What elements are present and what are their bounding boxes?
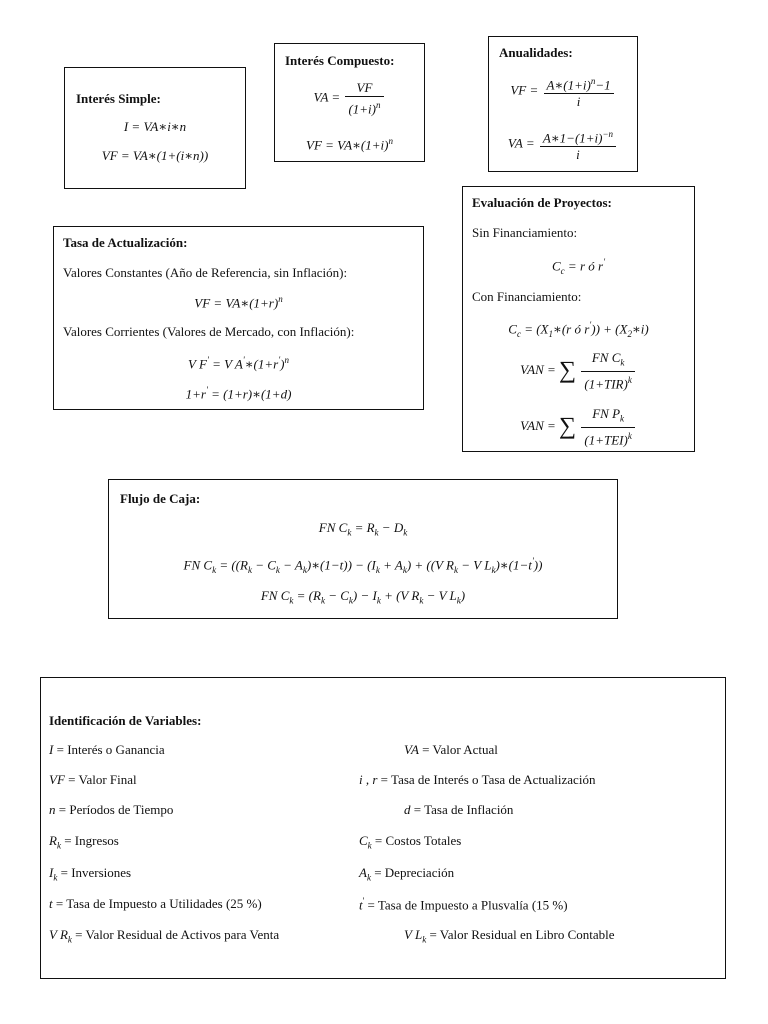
var-sub: k: [367, 840, 372, 851]
van1-fraction: [581, 350, 634, 392]
interes-simple-formula-2: VF = VA∗(1+(i∗n)): [101, 148, 209, 163]
ta-f2-b: = V A: [208, 356, 243, 372]
van1-den-text: (1+TIR): [584, 375, 628, 391]
fc-f1-k2: k: [374, 527, 379, 538]
interes-simple-formula-1: I = VA∗i∗n: [123, 119, 187, 134]
var-row-3-left: [49, 802, 173, 818]
var-sub: k: [56, 840, 61, 851]
var-row-6-left: [49, 896, 262, 912]
ev-f1-a: C: [552, 258, 561, 274]
evaluacion-formula-cc-1: [463, 257, 694, 276]
var-desc: Tasa de Impuesto a Plusvalía (15 %): [377, 897, 568, 913]
var-eq: =: [64, 772, 79, 787]
an-f1-lhs: VF =: [510, 82, 539, 98]
var-eq: =: [57, 865, 72, 880]
var-sub: k: [366, 872, 371, 883]
flujo-caja-title: Flujo de Caja:: [120, 491, 201, 506]
var-desc: Tasa de Impuesto a Utilidades (25 %): [66, 896, 262, 911]
var-desc: Tasa de Interés o Tasa de Actualización: [391, 772, 596, 787]
var-row-5-right: [359, 865, 454, 883]
var-sub: k: [422, 934, 427, 945]
fc-f3-f: − V L: [423, 588, 457, 603]
var-row-3-right: [404, 802, 513, 818]
van2-den-exp: k: [627, 430, 632, 441]
var-sym: I: [49, 865, 54, 880]
ev-f1-sub: c: [560, 265, 565, 276]
evaluacion-formula-cc-2: [463, 320, 694, 339]
var-row-6-right: [359, 896, 568, 913]
van1-denominator: [581, 372, 634, 392]
an-f2-numerator: [540, 126, 616, 147]
ev-f2-prime: ': [589, 320, 592, 330]
fc-f3-e: + (V R: [380, 588, 420, 603]
var-eq: =: [426, 927, 440, 942]
var-row-2-left: [49, 772, 137, 788]
fc-f2-i: )∗(1−t: [495, 557, 532, 573]
var-sym: I: [49, 742, 54, 757]
fc-f2-k1: k: [212, 564, 217, 575]
var-desc: Depreciación: [384, 865, 455, 880]
var-eq: =: [377, 772, 392, 787]
var-sym: n: [49, 802, 56, 817]
var-desc: Valor Residual de Activos para Venta: [85, 927, 280, 942]
anualidades-title: Anualidades:: [499, 45, 573, 60]
an-f1-denominator: i: [576, 94, 581, 110]
var-sym: V R: [49, 927, 68, 942]
van2-numerator: [581, 406, 634, 428]
an-f1-fraction: [544, 73, 614, 110]
ta-f2-prime-3: ': [278, 355, 281, 365]
var-desc: Interés o Ganancia: [67, 742, 165, 757]
ev-f1-b: = r ó r: [564, 258, 604, 274]
fc-f1-k3: k: [403, 527, 408, 538]
interes-compuesto-formula-2: [275, 136, 424, 153]
var-prime: ': [362, 896, 365, 906]
fc-f2-e: )∗(1−t)) − (I: [306, 557, 376, 573]
fc-f2-k6: k: [402, 564, 407, 575]
variables-title: Identificación de Variables:: [49, 713, 202, 728]
fc-f2-k4: k: [302, 564, 307, 575]
var-eq: =: [370, 865, 385, 880]
fc-f2-prime: ': [531, 556, 534, 566]
evaluacion-proyectos-box: [462, 186, 695, 452]
interes-compuesto-title: Interés Compuesto:: [285, 53, 395, 68]
flujo-formula-2: [109, 556, 617, 575]
anualidades-box: [488, 36, 638, 172]
var-eq: =: [410, 802, 425, 817]
van1-den-exp: k: [627, 374, 632, 385]
van2-lhs: VAN =: [520, 417, 556, 433]
var-sym: VA: [404, 742, 419, 757]
ta-f1-text: VF = VA∗(1+r): [194, 295, 279, 311]
var-row-7-right: [404, 927, 615, 945]
ic-f1-fraction: [345, 80, 383, 117]
fc-f2-g: ) + ((V R: [406, 557, 454, 573]
var-sym: d: [404, 802, 411, 817]
tasa-formula-3: [54, 385, 423, 402]
fc-f2-j: )): [533, 557, 543, 573]
fc-f1-b: = R: [351, 520, 375, 535]
variables-box: [40, 677, 726, 979]
van2-den-text: (1+TEI): [584, 431, 628, 447]
fc-f2-k7: k: [454, 564, 458, 575]
an-f1-num-b: −1: [595, 77, 611, 93]
van1-sigma: ∑: [559, 357, 577, 384]
an-f1-numerator: [544, 73, 614, 94]
fc-f1-c: − D: [378, 520, 404, 535]
ta-f2-prime-1: ': [206, 355, 209, 365]
interes-simple-box: [64, 67, 246, 189]
van1-num-sub: k: [620, 357, 625, 368]
van-tei-formula: [463, 406, 694, 448]
fc-f3-k1: k: [289, 595, 294, 606]
var-desc: Valor Residual en Libro Contable: [439, 927, 615, 942]
an-f2-num-a: A∗1−(1+i): [542, 130, 603, 146]
flujo-caja-box: [108, 479, 618, 619]
var-desc: Períodos de Tiempo: [69, 802, 174, 817]
var-desc: Costos Totales: [385, 833, 462, 848]
fc-f2-b: = ((R: [216, 557, 248, 573]
var-eq: =: [418, 742, 433, 757]
con-financiamiento-label: Con Financiamiento:: [472, 289, 582, 304]
ta-f2-a: V F: [188, 356, 207, 372]
var-desc: Inversiones: [71, 865, 132, 880]
var-eq: =: [364, 897, 378, 913]
var-sym: A: [359, 865, 367, 880]
ta-f3-b: = (1+r)∗(1+d): [207, 386, 292, 402]
tasa-actualizacion-box: [53, 226, 424, 410]
van1-numerator: [581, 350, 634, 372]
fc-f2-f: + A: [379, 557, 403, 573]
sin-financiamiento-label: Sin Financiamiento:: [472, 225, 578, 240]
valores-corrientes-label: Valores Corrientes (Valores de Mercado, con Inflación):: [63, 324, 355, 339]
var-eq: =: [55, 802, 70, 817]
van2-num-text: FN P: [592, 406, 621, 421]
fc-f2-k5: k: [375, 564, 380, 575]
interes-compuesto-formula-1: [275, 80, 424, 117]
var-sym: R: [49, 833, 57, 848]
ta-f2-c: ∗(1+r: [244, 356, 279, 372]
tasa-formula-2: [54, 355, 423, 372]
var-row-2-right: [359, 772, 595, 788]
fc-f3-k4: k: [376, 595, 381, 606]
ev-f2-d: )) + (X: [591, 321, 628, 337]
van2-sigma: ∑: [559, 413, 577, 440]
fc-f3-b: = (R: [293, 588, 321, 603]
ic-f2-text: VF = VA∗(1+i): [306, 137, 389, 153]
var-sym: t: [49, 896, 53, 911]
interes-simple-title: Interés Simple:: [76, 91, 161, 106]
ev-f2-a: C: [508, 321, 517, 337]
van2-denominator: [581, 428, 634, 448]
ic-f2-exp: n: [388, 136, 393, 146]
an-f2-lhs: VA =: [507, 135, 535, 151]
var-row-1-right: [404, 742, 498, 758]
ic-f1-den-exp: n: [376, 100, 381, 110]
flujo-formula-1: [109, 520, 617, 538]
var-desc: Valor Final: [78, 772, 137, 787]
fc-f1-a: FN C: [318, 520, 348, 535]
fc-f3-k6: k: [456, 595, 461, 606]
van-tir-formula: [463, 350, 694, 392]
fc-f2-k2: k: [247, 564, 252, 575]
var-row-4-right: [359, 833, 461, 851]
ta-f2-d: ): [280, 356, 285, 372]
interes-compuesto-box: [274, 43, 425, 162]
ev-f2-c: ∗(r ó r: [553, 321, 590, 337]
var-sym: VF: [49, 772, 65, 787]
an-f1-num-exp: n: [590, 76, 596, 86]
ev-f2-b: = (X: [520, 321, 549, 337]
var-row-1-left: [49, 742, 165, 758]
valores-constantes-label: Valores Constantes (Año de Referencia, sin Inflación):: [63, 265, 348, 280]
fc-f2-d: − A: [279, 557, 303, 573]
var-desc: Ingresos: [74, 833, 119, 848]
fc-f3-k2: k: [320, 595, 325, 606]
flujo-formula-3: [109, 588, 617, 606]
ta-f2-exp: n: [284, 355, 289, 365]
van1-lhs: VAN =: [520, 361, 556, 377]
fc-f2-k8: k: [491, 564, 496, 575]
anualidades-formula-1: [489, 73, 637, 110]
var-row-5-left: [49, 865, 131, 883]
van1-num-text: FN C: [591, 350, 621, 365]
var-sym: i , r: [359, 772, 378, 787]
an-f2-fraction: [540, 126, 616, 163]
ta-f1-exp: n: [278, 294, 283, 304]
van2-num-sub: k: [620, 413, 625, 424]
fc-f2-c: − C: [251, 557, 276, 573]
ic-f1-den-text: (1+i): [348, 101, 376, 117]
var-sub: k: [67, 934, 72, 945]
var-sym: V L: [404, 927, 423, 942]
ev-f1-prime: ': [603, 257, 605, 267]
ev-f2-sub1: 1: [548, 328, 553, 339]
var-eq: =: [371, 833, 386, 848]
fc-f3-d: ) − I: [352, 588, 377, 603]
var-eq: =: [53, 742, 68, 757]
ic-f1-denominator: [345, 97, 383, 117]
var-desc: Valor Actual: [432, 742, 498, 757]
ta-f3-a: 1+r: [185, 386, 206, 402]
var-eq: =: [52, 896, 67, 911]
an-f1-num-a: A∗(1+i): [546, 77, 591, 93]
tasa-formula-1: [54, 294, 423, 311]
fc-f2-h: − V L: [458, 557, 492, 573]
fc-f3-g: ): [460, 588, 466, 603]
var-eq: =: [60, 833, 75, 848]
ev-f2-sub2: 2: [627, 328, 632, 339]
anualidades-formula-2: [489, 126, 637, 163]
van2-fraction: [581, 406, 634, 448]
an-f2-num-exp: −n: [602, 129, 614, 139]
ta-f2-prime-2: ': [242, 355, 245, 365]
var-row-7-left: [49, 927, 279, 945]
ic-f1-numerator: VF: [345, 80, 383, 97]
ev-f2-e: ∗i): [631, 321, 649, 337]
fc-f3-k3: k: [348, 595, 353, 606]
fc-f3-a: FN C: [260, 588, 290, 603]
ta-f3-prime: ': [205, 385, 208, 395]
var-sym: t: [359, 897, 363, 913]
fc-f1-k1: k: [347, 527, 352, 538]
fc-f3-k5: k: [419, 595, 424, 606]
var-row-4-left: [49, 833, 119, 851]
var-desc: Tasa de Inflación: [424, 802, 514, 817]
var-sub: k: [53, 872, 58, 883]
fc-f3-c: − C: [324, 588, 349, 603]
ev-f2-sub: c: [516, 328, 521, 339]
ic-f1-lhs: VA =: [313, 89, 341, 105]
evaluacion-title: Evaluación de Proyectos:: [472, 195, 612, 210]
tasa-actualizacion-title: Tasa de Actualización:: [63, 235, 188, 250]
var-sym: C: [359, 833, 368, 848]
fc-f2-a: FN C: [183, 557, 213, 573]
an-f2-denominator: i: [576, 147, 580, 163]
var-eq: =: [71, 927, 86, 942]
fc-f2-k3: k: [275, 564, 280, 575]
